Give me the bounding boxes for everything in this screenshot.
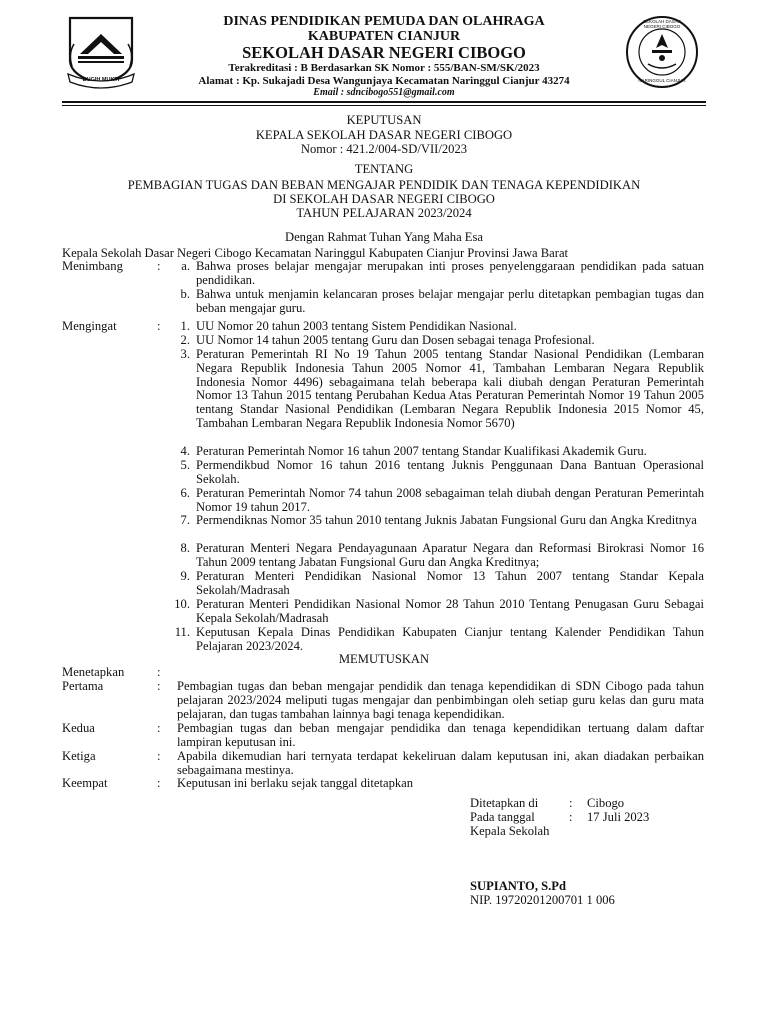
keempat-colon: : <box>157 776 161 790</box>
keempat-text: Keputusan ini berlaku sejak tanggal ditetapkan <box>177 776 414 790</box>
title-tentang: TENTANG <box>354 162 414 176</box>
menetapkan-label: Menetapkan <box>62 665 125 679</box>
school-logo-right <box>624 14 700 90</box>
sign-place-value: Cibogo <box>587 796 625 810</box>
header-rule-thin <box>62 105 706 106</box>
header-email: Email : sdncibogo551@gmail.com <box>313 87 455 98</box>
mengingat-item-4: Peraturan Pemerintah Nomor 16 tahun 2007 tentang Standar Kualifikasi Akademik Guru. <box>196 444 647 458</box>
menetapkan-colon: : <box>157 665 161 679</box>
mengingat-mark-6: 6. <box>180 486 190 500</box>
mengingat-item-5: Permendikbud Nomor 16 tahun 2016 tentang Juknis Penggunaan Dana Bantuan Operasional Sekolah. <box>196 458 704 486</box>
mengingat-item-10: Peraturan Menteri Pendidikan Nasional Nomor 28 Tahun 2010 Tentang Penugasan Guru Sebagai Kepala Sekolah/Madrasah <box>196 597 704 625</box>
menimbang-mark-a: a. <box>181 259 190 273</box>
mengingat-item-3: Peraturan Pemerintah RI No 19 Tahun 2005 tentang Standar Nasional Pendidikan (Lembaran Negara Republik Indonesia Tahun 2005 Nomor 41, Tambahan Lembaran Negara Republik Indonesia Nomor 4496) sebagaimana telah beberapa kali diubah dengan Peraturan Pemerintah Nomor 13 Tahun 2015 tentang Perubahan Kedua Atas Peraturan Pemerintah Nomor 19 Tahun 2005 tentang Standar Nasional Pendidikan (Lembaran Negara Republik Indonesia 2015 Nomor 45, Tambahan Lembaran Negara Republik Indonesia Nomor 5670) <box>196 347 704 430</box>
ketiga-text: Apabila dikemudian hari ternyata terdapat kekeliruan dalam keputusan ini, akan diadakan perbaikan sebagaimana mestinya. <box>177 749 704 777</box>
kedua-label: Kedua <box>62 721 95 735</box>
left-logo-caption: BUGIH MUKTI <box>82 77 120 83</box>
mengingat-mark-3: 3. <box>180 347 190 361</box>
sign-name: SUPIANTO, S.Pd <box>470 879 566 893</box>
title-rahmat: Dengan Rahmat Tuhan Yang Maha Esa <box>285 230 483 244</box>
sign-nip: NIP. 19720201200701 1 006 <box>470 893 615 907</box>
title-subject-1: PEMBAGIAN TUGAS DAN BEBAN MENGAJAR PENDIDIK DAN TENAGA KEPENDIDIKAN <box>127 178 641 192</box>
menimbang-mark-b: b. <box>180 287 190 301</box>
mengingat-item-7: Permendiknas Nomor 35 tahun 2010 tentang Juknis Jabatan Fungsional Guru dan Angka Kreditnya <box>196 513 697 527</box>
mengingat-mark-7: 7. <box>180 513 190 527</box>
sign-date-value: 17 Juli 2023 <box>587 810 650 824</box>
title-keputusan: KEPUTUSAN <box>346 113 422 127</box>
mengingat-label: Mengingat <box>62 319 117 333</box>
mengingat-mark-1: 1. <box>180 319 190 333</box>
right-logo-caption-top: SEKOLAH DASAR NEGERI CIBOGO <box>642 19 681 29</box>
mengingat-mark-4: 4. <box>180 444 190 458</box>
sign-date-colon: : <box>569 810 573 824</box>
mengingat-mark-5: 5. <box>180 458 190 472</box>
kedua-text: Pembagian tugas dan beban mengajar pendidika dan tenaga kependidikan tertuang dalam daftar lampiran keputusan ini. <box>177 721 704 749</box>
right-logo-caption-bottom: NARINGGUL CIANJUR <box>638 78 686 83</box>
mengingat-mark-2: 2. <box>180 333 190 347</box>
title-nomor: Nomor : 421.2/004-SD/VII/2023 <box>300 142 468 156</box>
header-line-kabupaten: KABUPATEN CIANJUR <box>307 29 461 44</box>
header-rule-thick <box>62 101 706 103</box>
header-accreditation: Terakreditasi : B Berdasarkan SK Nomor : 555/BAN-SM/SK/2023 <box>228 62 540 74</box>
mengingat-item-1: UU Nomor 20 tahun 2003 tentang Sistem Pendidikan Nasional. <box>196 319 517 333</box>
mengingat-item-6: Peraturan Pemerintah Nomor 74 tahun 2008 sebagaiman telah diubah dengan Peraturan Pemerintah Nomor 19 tahun 2017. <box>196 486 704 514</box>
pertama-colon: : <box>157 679 161 693</box>
title-subject-3: TAHUN PELAJARAN 2023/2024 <box>296 206 472 220</box>
pertama-text: Pembagian tugas dan beban mengajar pendidik dan tenaga kependidikan di SDN Cibogo pada tahun pelajaran 2023/2024 meliputi tugas mengajar dan penbimbingan oleh setiap guru kelas dan guru mata pelajaran, dan tugas tambahan lainnya bagi tenaga kependidikan. <box>177 679 704 721</box>
pertama-label: Pertama <box>62 679 104 693</box>
keempat-label: Keempat <box>62 776 108 790</box>
title-subject-2: DI SEKOLAH DASAR NEGERI CIBOGO <box>273 192 495 206</box>
mengingat-mark-9: 9. <box>180 569 190 583</box>
mengingat-item-2: UU Nomor 14 tahun 2005 tentang Guru dan Dosen sebagai tenaga Profesional. <box>196 333 595 347</box>
mengingat-mark-11: 11. <box>174 625 190 639</box>
header-school-name: SEKOLAH DASAR NEGERI CIBOGO <box>242 43 526 62</box>
menimbang-colon: : <box>157 259 161 273</box>
menimbang-label: Menimbang <box>62 259 123 273</box>
menimbang-item-b: Bahwa untuk menjamin kelancaran proses belajar mengajar perlu ditetapkan pembagian tugas dan beban mengajar guru. <box>196 287 704 315</box>
menimbang-item-a: Bahwa proses belajar mengajar merupakan inti proses penyelenggaraan pendidikan pada satuan pendidikan. <box>196 259 704 287</box>
ketiga-colon: : <box>157 749 161 763</box>
mengingat-colon: : <box>157 319 161 333</box>
sign-place-label: Ditetapkan di <box>470 796 539 810</box>
mengingat-item-8: Peraturan Menteri Negara Pendayagunaan Aparatur Negara dan Reformasi Birokrasi Nomor 16 Tahun 2009 tentang Jabatan Fungsional Guru dan Angka Kreditnya; <box>196 541 704 569</box>
sign-place-colon: : <box>569 796 573 810</box>
mengingat-mark-8: 8. <box>180 541 190 555</box>
sign-date-label: Pada tanggal <box>470 810 535 824</box>
title-kepala: KEPALA SEKOLAH DASAR NEGERI CIBOGO <box>255 128 513 142</box>
header-address: Alamat : Kp. Sukajadi Desa Wangunjaya Kecamatan Naringgul Cianjur 43274 <box>198 75 570 87</box>
mengingat-item-11: Keputusan Kepala Dinas Pendidikan Kabupaten Cianjur tentang Kalender Pendidikan Tahun Pelajaran 2023/2024. <box>196 625 704 653</box>
kedua-colon: : <box>157 721 161 735</box>
memutuskan-heading: MEMUTUSKAN <box>338 652 430 666</box>
ketiga-label: Ketiga <box>62 749 96 763</box>
mengingat-mark-10: 10. <box>174 597 190 611</box>
sign-role: Kepala Sekolah <box>470 824 550 838</box>
intro-line: Kepala Sekolah Dasar Negeri Cibogo Kecamatan Naringgul Kabupaten Cianjur Provinsi Jawa Barat <box>62 246 569 260</box>
header-line-dinas: DINAS PENDIDIKAN PEMUDA DAN OLAHRAGA <box>223 14 545 29</box>
mengingat-item-9: Peraturan Menteri Pendidikan Nasional Nomor 13 Tahun 2007 tentang Standar Kepala Sekolah/Madrasah <box>196 569 704 597</box>
